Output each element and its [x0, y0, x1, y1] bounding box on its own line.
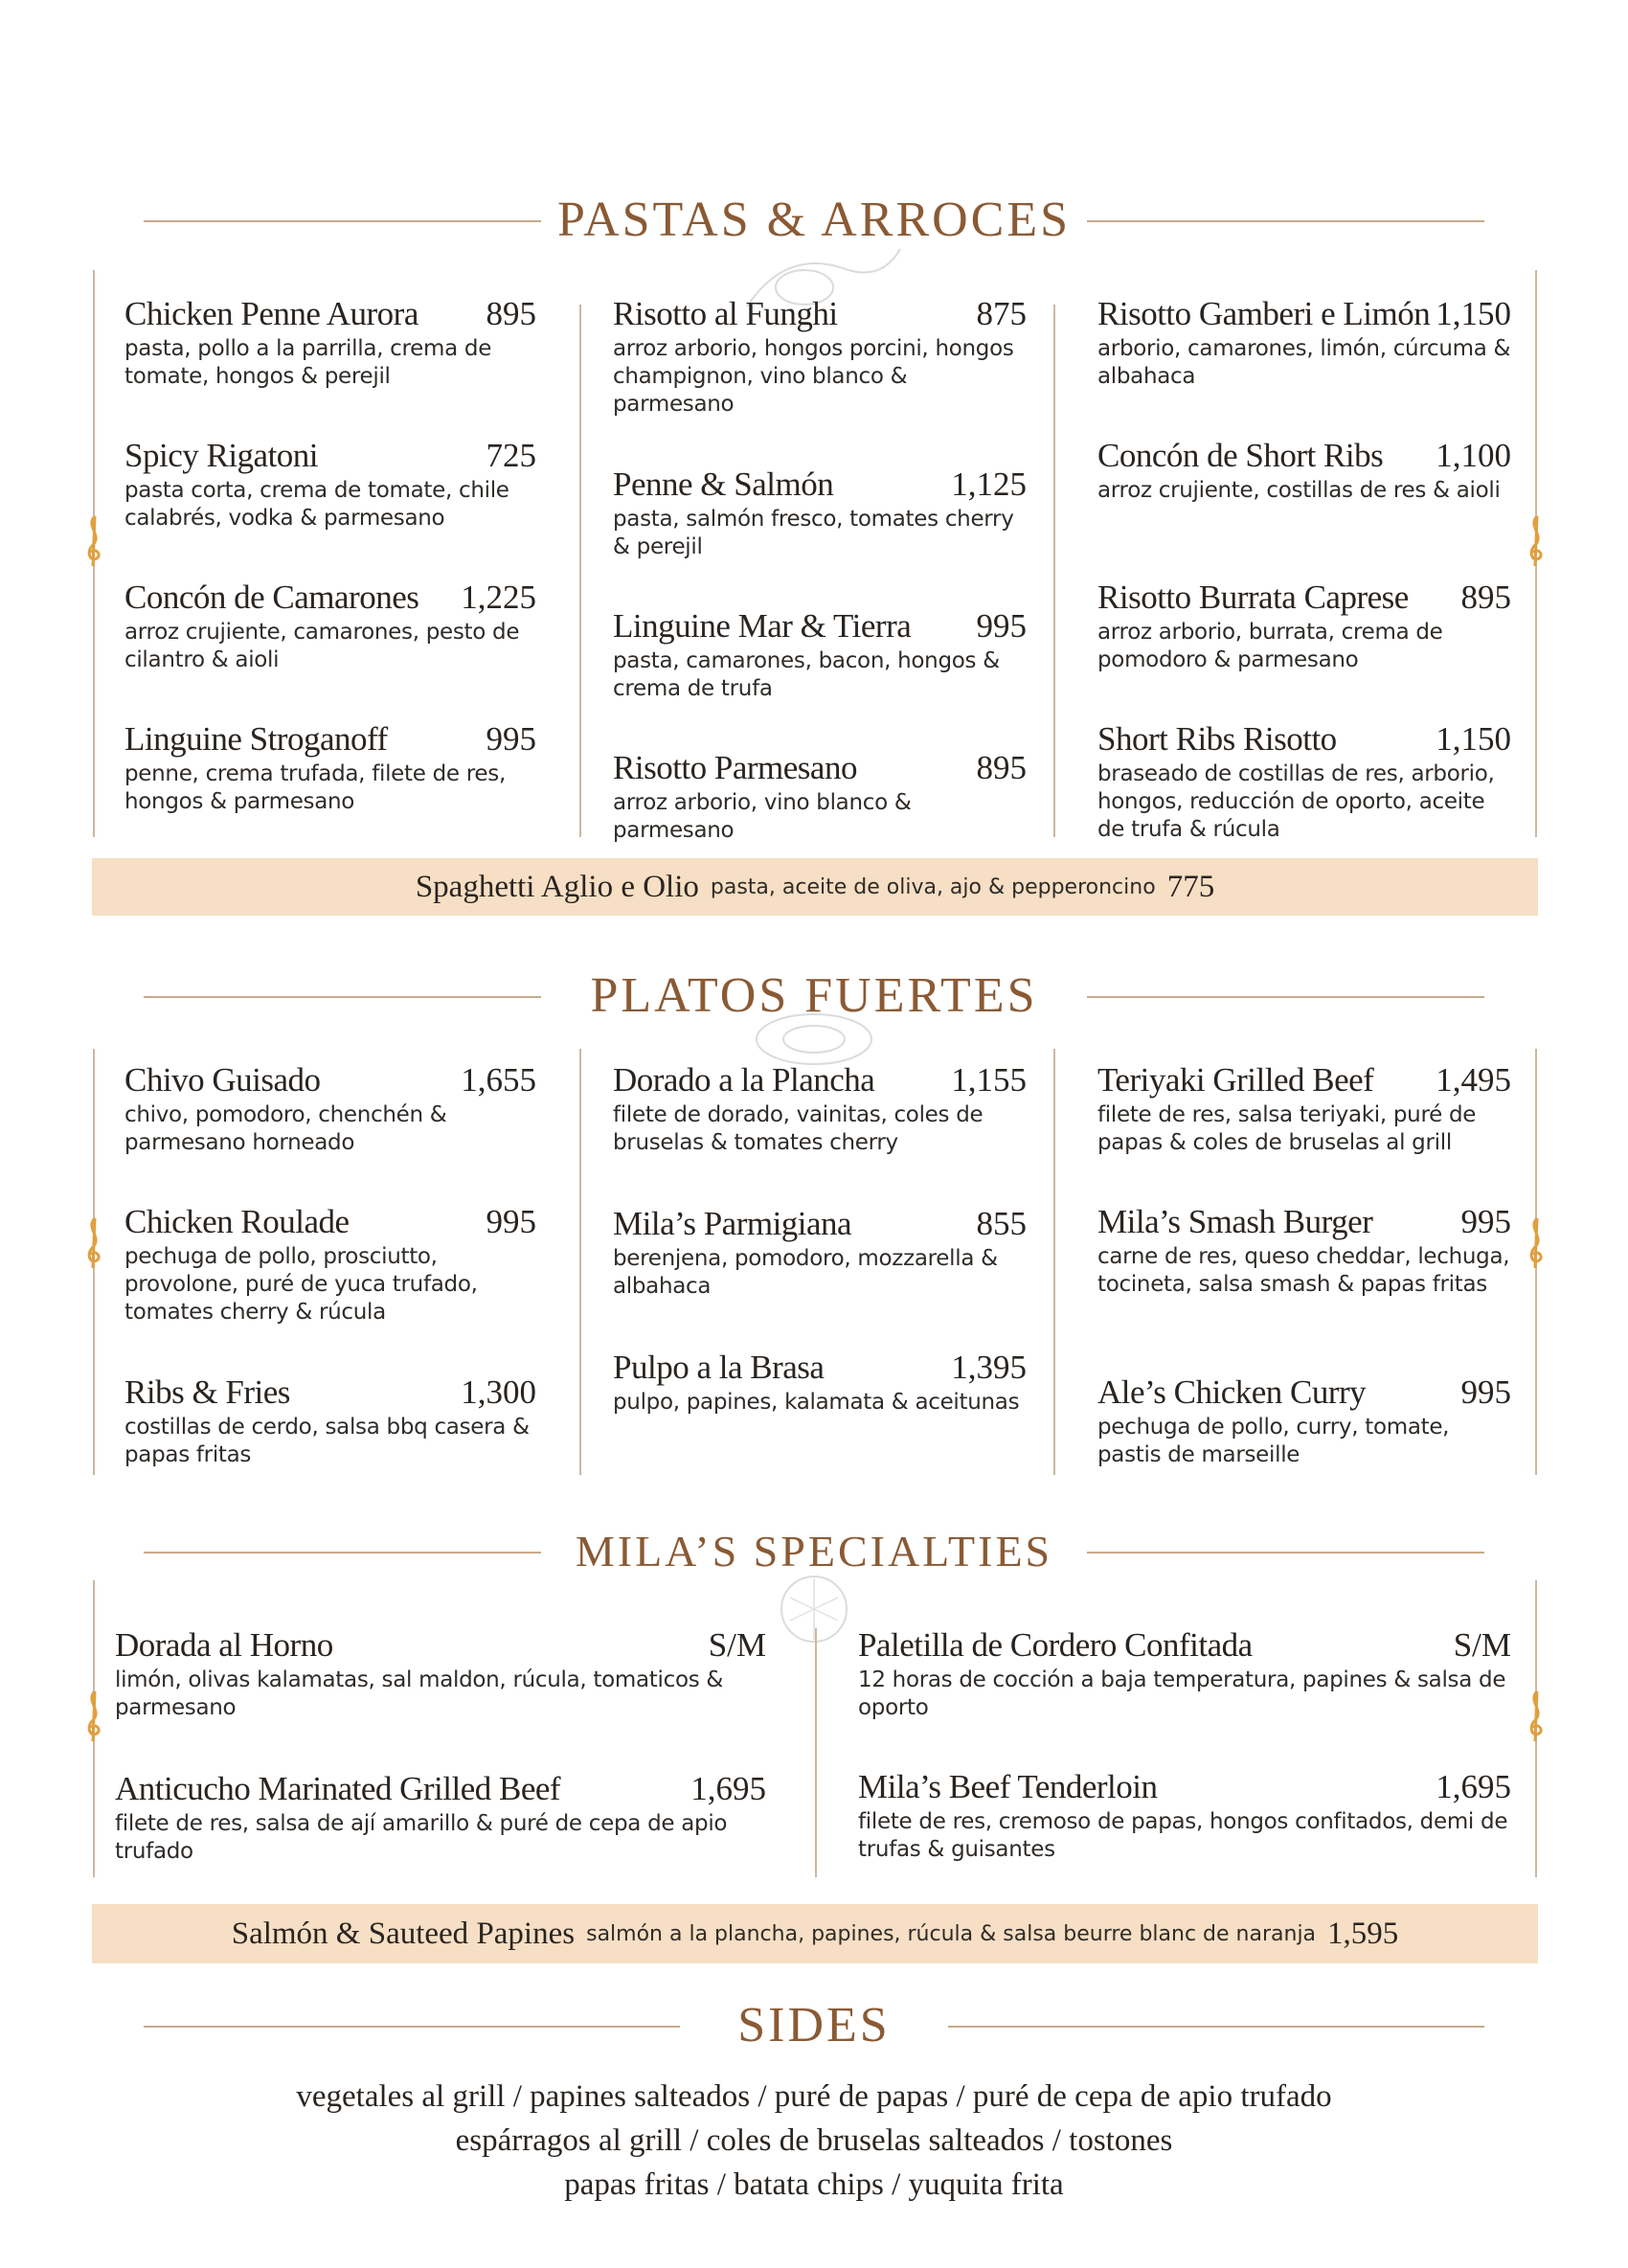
- band-item-price: 775: [1166, 869, 1215, 904]
- section-title-sides: SIDES: [737, 1998, 891, 2053]
- band-item-description: salmón a la plancha, papines, rúcula & salsa beurre blanc de naranja: [586, 1921, 1317, 1946]
- column-divider: [815, 1628, 817, 1877]
- item-name: Dorado a la Plancha: [613, 1061, 875, 1099]
- item-name: Risotto Parmesano: [613, 749, 857, 786]
- item-price: 895: [1460, 578, 1511, 616]
- header-rule-right: [1087, 220, 1484, 222]
- menu-item: [124, 720, 536, 816]
- band-item-name: Salmón & Sauteed Papines: [231, 1916, 576, 1951]
- treble-clef-ornament-icon: [81, 512, 106, 570]
- menu-item: [1097, 1203, 1511, 1299]
- item-price: 1,100: [1436, 437, 1511, 474]
- item-name: Risotto Gamberi e Limón: [1097, 295, 1431, 332]
- item-price: 855: [976, 1205, 1027, 1242]
- section-title-platos: PLATOS FUERTES: [590, 968, 1038, 1023]
- menu-item: [858, 1768, 1511, 1864]
- menu-item: [613, 465, 1027, 561]
- item-price: 995: [1460, 1373, 1511, 1411]
- item-description: filete de res, salsa de ají amarillo & puré de cepa de apio trufado: [115, 1811, 728, 1864]
- menu-item: [613, 749, 1027, 845]
- item-description: 12 horas de cocción a baja temperatura, papines & salsa de oporto: [858, 1667, 1506, 1720]
- item-name: Mila’s Smash Burger: [1097, 1203, 1373, 1240]
- item-description: pechuga de pollo, prosciutto, provolone, puré de yuca trufado, tomates cherry & rúcula: [124, 1244, 478, 1325]
- item-description: pasta, pollo a la parrilla, crema de tomate, hongos & perejil: [124, 336, 492, 389]
- sides-line: papas fritas / batata chips / yuquita frita: [564, 2167, 1064, 2202]
- item-name: Pulpo a la Brasa: [613, 1349, 825, 1386]
- column-divider: [579, 1049, 581, 1475]
- treble-clef-ornament-icon: [1524, 512, 1549, 570]
- menu-item: [1097, 578, 1511, 674]
- menu-item: [124, 1061, 536, 1157]
- item-price: 1,655: [461, 1061, 536, 1099]
- header-rule-right: [1087, 996, 1484, 998]
- column-divider: [1053, 1049, 1055, 1475]
- item-description: arroz arborio, vino blanco & parmesano: [613, 790, 912, 843]
- item-name: Mila’s Beef Tenderloin: [858, 1768, 1158, 1805]
- item-price: 995: [486, 1203, 536, 1240]
- menu-item: [115, 1626, 766, 1722]
- menu-item: [613, 607, 1027, 703]
- item-price: 1,300: [461, 1373, 536, 1411]
- menu-item: [858, 1626, 1511, 1722]
- item-description: arroz crujiente, costillas de res & aioli: [1097, 478, 1501, 503]
- item-name: Dorada al Horno: [115, 1626, 333, 1664]
- item-name: Linguine Mar & Tierra: [613, 607, 912, 645]
- item-price: 1,225: [461, 578, 536, 616]
- item-price: 1,695: [690, 1770, 766, 1807]
- item-name: Paletilla de Cordero Confitada: [858, 1626, 1253, 1664]
- item-description: pasta corta, crema de tomate, chile calabrés, vodka & parmesano: [124, 478, 509, 531]
- menu-item: [613, 1205, 1027, 1301]
- item-description: braseado de costillas de res, arborio, hongos, reducción de oporto, aceite de trufa & rúcula: [1097, 761, 1495, 842]
- item-name: Concón de Camarones: [124, 578, 419, 616]
- menu-item: [613, 1349, 1027, 1417]
- section-header-sides: [0, 1997, 1628, 2054]
- item-description: filete de res, cremoso de papas, hongos confitados, demi de trufas & guisantes: [858, 1809, 1508, 1862]
- item-description: filete de res, salsa teriyaki, puré de papas & coles de bruselas al grill: [1097, 1102, 1477, 1155]
- item-description: pasta, camarones, bacon, hongos & crema de trufa: [613, 648, 1000, 701]
- menu-item: [1097, 437, 1511, 505]
- item-description: filete de dorado, vainitas, coles de bruselas & tomates cherry: [613, 1102, 984, 1155]
- item-name: Risotto al Funghi: [613, 295, 838, 332]
- menu-item: [124, 1373, 536, 1469]
- item-description: pasta, salmón fresco, tomates cherry & perejil: [613, 507, 1014, 559]
- item-description: pechuga de pollo, curry, tomate, pastis de marseille: [1097, 1415, 1450, 1467]
- item-price: 875: [976, 295, 1027, 332]
- item-name: Concón de Short Ribs: [1097, 437, 1384, 474]
- menu-item: [1097, 1373, 1511, 1469]
- item-description: chivo, pomodoro, chenchén & parmesano horneado: [124, 1102, 447, 1155]
- treble-clef-ornament-icon: [1524, 1214, 1549, 1272]
- menu-item: [124, 1203, 536, 1327]
- item-price: 1,125: [951, 465, 1027, 503]
- band-item-price: 1,595: [1327, 1916, 1399, 1951]
- item-description: arroz arborio, burrata, crema de pomodoro & parmesano: [1097, 620, 1443, 672]
- menu-item: [1097, 1061, 1511, 1157]
- item-name: Short Ribs Risotto: [1097, 720, 1337, 758]
- item-price: 995: [976, 607, 1027, 645]
- band-item-description: pasta, aceite de oliva, ajo & pepperoncino: [710, 874, 1156, 899]
- menu-item: [613, 1061, 1027, 1157]
- item-price: 1,150: [1436, 295, 1511, 332]
- sides-list: [0, 2075, 1628, 2207]
- item-description: pulpo, papines, kalamata & aceitunas: [613, 1390, 1020, 1415]
- item-description: berenjena, pomodoro, mozzarella & albahaca: [613, 1246, 998, 1299]
- header-rule-right: [948, 2026, 1484, 2028]
- menu-item: [1097, 295, 1511, 391]
- item-description: penne, crema trufada, filete de res, hongos & parmesano: [124, 761, 506, 814]
- item-price: 1,695: [1436, 1768, 1511, 1805]
- item-price: 1,495: [1436, 1061, 1511, 1099]
- item-description: costillas de cerdo, salsa bbq casera & papas fritas: [124, 1415, 530, 1467]
- featured-item-band: [92, 858, 1538, 916]
- item-name: Teriyaki Grilled Beef: [1097, 1061, 1374, 1099]
- item-price: 895: [486, 295, 536, 332]
- menu-item: [613, 295, 1027, 419]
- item-description: arroz crujiente, camarones, pesto de cilantro & aioli: [124, 620, 520, 672]
- sides-line: vegetales al grill / papines salteados / puré de papas / puré de cepa de apio trufado: [296, 2079, 1332, 2114]
- menu-item: [1097, 720, 1511, 844]
- item-price: 1,150: [1436, 720, 1511, 758]
- menu-item: [124, 437, 536, 533]
- item-name: Anticucho Marinated Grilled Beef: [115, 1770, 561, 1807]
- item-price: 1,155: [951, 1061, 1027, 1099]
- item-name: Chivo Guisado: [124, 1061, 321, 1099]
- band-item-name: Spaghetti Aglio e Olio: [415, 869, 699, 904]
- treble-clef-ornament-icon: [81, 1688, 106, 1745]
- item-name: Mila’s Parmigiana: [613, 1205, 852, 1242]
- item-name: Chicken Penne Aurora: [124, 295, 418, 332]
- item-description: carne de res, queso cheddar, lechuga, tocineta, salsa smash & papas fritas: [1097, 1244, 1510, 1297]
- menu-item: [124, 578, 536, 674]
- menu-item: [115, 1770, 766, 1866]
- section-title-specialties: MILA’S SPECIALTIES: [575, 1527, 1053, 1576]
- item-price: 995: [1460, 1203, 1511, 1240]
- item-description: arborio, camarones, limón, cúrcuma & albahaca: [1097, 336, 1511, 389]
- column-divider: [579, 305, 581, 837]
- item-price: 995: [486, 720, 536, 758]
- item-price: 725: [486, 437, 536, 474]
- item-name: Chicken Roulade: [124, 1203, 350, 1240]
- treble-clef-ornament-icon: [1524, 1688, 1549, 1745]
- header-rule-right: [1087, 1552, 1484, 1554]
- item-name: Spicy Rigatoni: [124, 437, 319, 474]
- section-title-pastas: PASTAS & ARROCES: [556, 193, 1072, 247]
- item-price: S/M: [1453, 1626, 1511, 1664]
- featured-item-band: [92, 1904, 1538, 1963]
- menu-item: [124, 295, 536, 391]
- item-name: Linguine Stroganoff: [124, 720, 388, 758]
- item-name: Risotto Burrata Caprese: [1097, 578, 1409, 616]
- item-name: Ribs & Fries: [124, 1373, 290, 1411]
- pie-sketch-illustration: [771, 1571, 857, 1647]
- treble-clef-ornament-icon: [81, 1214, 106, 1272]
- item-description: arroz arborio, hongos porcini, hongos champignon, vino blanco & parmesano: [613, 336, 1014, 417]
- item-description: limón, olivas kalamatas, sal maldon, rúcula, tomaticos & parmesano: [115, 1667, 724, 1720]
- column-divider: [1053, 305, 1055, 837]
- item-price: S/M: [708, 1626, 766, 1664]
- sides-line: espárragos al grill / coles de bruselas salteados / tostones: [455, 2123, 1173, 2158]
- item-name: Ale’s Chicken Curry: [1097, 1373, 1367, 1411]
- item-price: 895: [976, 749, 1027, 786]
- item-price: 1,395: [951, 1349, 1027, 1386]
- item-name: Penne & Salmón: [613, 465, 834, 503]
